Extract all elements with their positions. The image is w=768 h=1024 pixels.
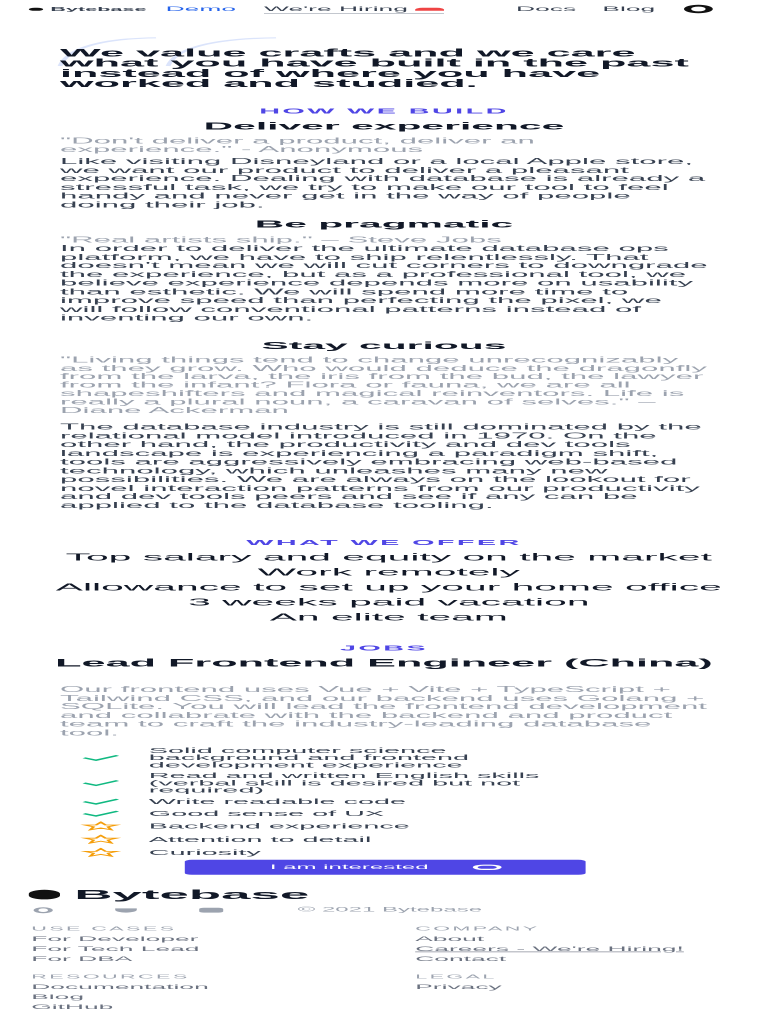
footer-link[interactable]: Documentation xyxy=(31,983,209,991)
footer-col-heading: LEGAL xyxy=(415,973,497,980)
section-title: Be pragmatic xyxy=(254,218,514,230)
footer-col-company xyxy=(415,924,684,965)
check-icon xyxy=(53,779,149,787)
footer-col-legal xyxy=(415,972,502,992)
email-icon[interactable] xyxy=(199,908,223,913)
nav-blog-link[interactable]: Blog xyxy=(602,5,656,13)
interested-button-label: I am interested xyxy=(269,864,429,871)
footer-link[interactable]: Blog xyxy=(31,993,85,1001)
github-icon[interactable] xyxy=(684,5,713,13)
star-icon xyxy=(53,835,149,845)
github-icon[interactable] xyxy=(34,907,53,913)
social-links xyxy=(34,907,224,913)
offer-item: Allowance to set up your home office xyxy=(55,581,722,593)
check-icon xyxy=(53,797,149,805)
offer-item: 3 weeks paid vacation xyxy=(188,596,590,608)
job-title: Lead Frontend Engineer (China) xyxy=(55,657,713,669)
nav-docs-link[interactable]: Docs xyxy=(516,5,577,13)
section-quote: "Don't deliver a product, deliver an experience." - Anonymous xyxy=(60,136,535,154)
interested-button[interactable] xyxy=(185,860,586,875)
footer-link[interactable]: For Tech Lead xyxy=(31,945,200,953)
bytebase-logo-icon xyxy=(29,890,60,900)
section-body: The database industry is still dominated by the relational model introduced in 1970. On the other hand, the productivity and dev tools landscape is experiencing a paradigm shift, tools are aggressively embracing web-based technology, which unleashes many new possibilities. We are always on the lookout for novel interaction patterns from our productivity and dev tools peers and see if any can be applied to the database tooling. xyxy=(60,422,702,510)
requirement-item xyxy=(53,821,629,831)
footer-link-careers[interactable]: Careers - We're Hiring! xyxy=(415,945,684,953)
job-description: Our frontend uses Vue + Vite + TypeScript + Tailwind CSS, and our backend uses Golang + SQLite. You will lead the frontend development and collabrate with the backend and product team to craft the industry-leading database tool. xyxy=(60,684,707,738)
star-icon xyxy=(53,821,149,831)
offer-list xyxy=(53,553,725,628)
check-icon xyxy=(53,754,149,762)
nav-logo[interactable] xyxy=(29,5,147,13)
what-we-offer-eyebrow: WHAT WE OFFER xyxy=(246,538,522,547)
jobs-eyebrow: JOBS xyxy=(339,643,429,653)
section-quote: "Living things tend to change unrecognizably as they grow. Who would deduce the dragonfly from the larva, the iris from the bud, the lawyer from the infant? Flora or fauna, we are all shapeshifters and magical reinventors. Life is really a plural noun, a caravan of selves." – Diane Ackerman xyxy=(60,355,707,415)
hiring-badge-icon xyxy=(415,8,444,11)
requirement-item xyxy=(53,848,629,858)
offer-item: Work remotely xyxy=(257,566,520,578)
requirement-text: Good sense of UX xyxy=(148,809,385,818)
requirement-text: Write readable code xyxy=(148,797,407,806)
section-title: Deliver experience xyxy=(203,120,565,132)
requirement-item xyxy=(53,747,629,769)
requirement-item xyxy=(53,809,629,817)
footer-link[interactable]: For DBA xyxy=(31,955,133,964)
requirement-item xyxy=(53,772,629,794)
footer-link[interactable]: About xyxy=(415,935,485,943)
section-body: In order to deliver the ultimate database ops platform, we have to ship relentlessly. That doesn't mean we will cut corners to downgrade the experience, but as a professional tool, we believe experience depends more on usability than esthetic. We will spend more time to improve speed than perfecting the pixel, we will follow conventional patterns instead of inventing our own. xyxy=(60,243,708,323)
footer-brand: Bytebase xyxy=(74,886,310,902)
requirement-text: Curiosity xyxy=(148,848,261,857)
footer-col-use-cases xyxy=(31,924,199,965)
footer-logo xyxy=(29,887,309,903)
footer-col-resources xyxy=(31,972,209,1013)
offer-item: Top salary and equity on the market xyxy=(65,551,712,563)
nav-demo-link[interactable]: Demo xyxy=(165,5,237,13)
footer-col-heading: USE CASES xyxy=(31,925,177,932)
star-icon xyxy=(53,848,149,858)
section-body: Like visiting Disneyland or a local Apple store, we want our product to deliver a pleasant experience. Dealing with database is already a stressful task, we try to make our tool to feel handy and never get in the way of people doing their job. xyxy=(60,156,706,210)
requirement-item xyxy=(53,835,629,845)
hero-title: We value crafts and we care what you have built in the past instead of where you have worked and studied. xyxy=(60,46,689,90)
requirement-text: Read and written English skills (verbal skill is desired but not required) xyxy=(148,771,540,795)
footer-col-heading: COMPANY xyxy=(415,925,540,932)
requirement-item xyxy=(53,797,629,805)
requirements-list xyxy=(53,747,629,861)
copyright: © 2021 Bytebase xyxy=(297,906,483,914)
footer-link[interactable]: Contact xyxy=(415,955,507,964)
requirement-text: Solid computer science background and frontend development experience xyxy=(148,746,470,770)
nav-brand: Bytebase xyxy=(50,6,147,12)
section-quote: "Real artists ship." – Steve Jobs xyxy=(60,235,502,245)
bytebase-logo-icon xyxy=(29,8,43,11)
requirement-text: Attention to detail xyxy=(148,835,372,844)
nav-hiring-link[interactable] xyxy=(264,5,444,14)
how-we-build-eyebrow: HOW WE BUILD xyxy=(259,106,509,116)
check-icon xyxy=(53,809,149,817)
offer-item: An elite team xyxy=(269,611,508,623)
hand-icon xyxy=(472,865,501,870)
twitter-icon[interactable] xyxy=(115,908,137,912)
section-title: Stay curious xyxy=(261,340,507,352)
footer-col-heading: RESOURCES xyxy=(31,973,190,980)
footer-link[interactable]: Privacy xyxy=(415,983,502,991)
nav-hiring-label: We're Hiring xyxy=(264,5,408,13)
requirement-text: Backend experience xyxy=(148,822,410,831)
footer-link[interactable]: GitHub xyxy=(31,1003,114,1012)
footer-link[interactable]: For Developer xyxy=(31,935,199,943)
